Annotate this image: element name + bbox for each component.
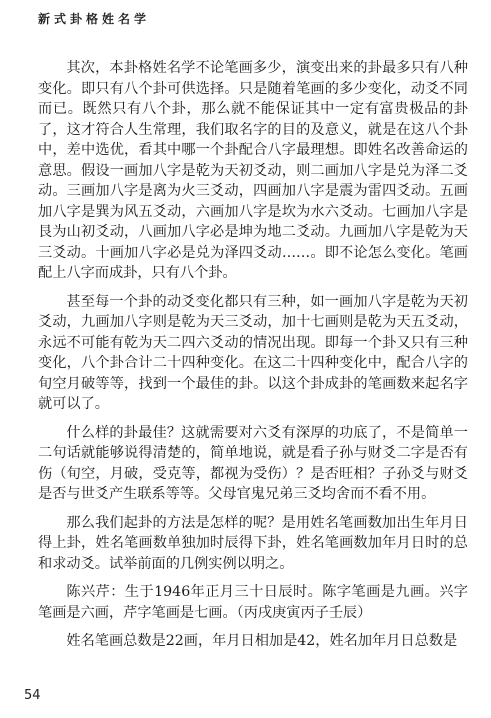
paragraph: 其次，本卦格姓名学不论笔画多少，演变出来的卦最多只有八种变化。即只有八个卦可供选择。只是随着笔画的多少变化，动爻不同而已。既然只有八个卦，那么就不能保证其中一定有富贵极品的卦了，这才符合人生常理，我们取名字的目的及意义，就是在这八个卦中，差中选优，看其中哪一个卦配合八字最理想。即姓名改善命运的意思。假设一画加八字是乾为天初爻动，则二画加八字是兑为泽二爻动。三画加八字是离为火三爻动，四画加八字是震为雷四爻动。五画加八字是巽为风五爻动，六画加八字是坎为水六爻动。七画加八字是艮为山初爻动，八画加八字必是坤为地二爻动。九画加八字是乾为天三爻动。十画加八字必是兑为泽四爻动……。即不论怎么变化。笔画配上八字而成卦，只有八个卦。 [38, 60, 468, 281]
paragraph: 姓名笔画总数是22画，年月日相加是42，姓名加年月日总数是 [66, 633, 458, 649]
page-body [38, 58, 468, 660]
page-number: 54 [24, 688, 41, 703]
paragraph: 那么我们起卦的方法是怎样的呢？是用姓名笔画数加出生年月日得上卦，姓名笔画数单独加时辰得下卦，姓名笔画数加年月日时的总和求动爻。试举前面的几例实例以明之。 [38, 514, 468, 572]
running-header: 新式卦格姓名学 [38, 12, 151, 26]
paragraph: 陈兴芹：生于1946年正月三十日辰时。陈字笔画是九画。兴字笔画是六画，芹字笔画是七画。（丙戌庚寅丙子壬辰） [38, 584, 468, 621]
paragraph: 什么样的卦最佳？这就需要对六爻有深厚的功底了，不是简单一二句话就能够说得清楚的，简单地说，就是看子孙与财爻二字是否有伤（旬空，月破，受克等，都视为受伤）？是否旺相？子孙爻与财爻是否与世爻产生联系等等。父母官鬼兄弟三爻均舍而不看不用。 [38, 424, 468, 502]
paragraph: 甚至每一个卦的动爻变化都只有三种，如一画加八字是乾为天初爻动，九画加八字则是乾为天三爻动，加十七画则是乾为天五爻动，永远不可能有乾为天二四六爻动的情况出现。即每一个卦又只有三种变化，八个卦合计二十四种变化。在这二十四种变化中，配合八字的旬空月破等等，找到一个最佳的卦。以这个卦成卦的笔画数来起名字就可以了。 [38, 293, 468, 412]
